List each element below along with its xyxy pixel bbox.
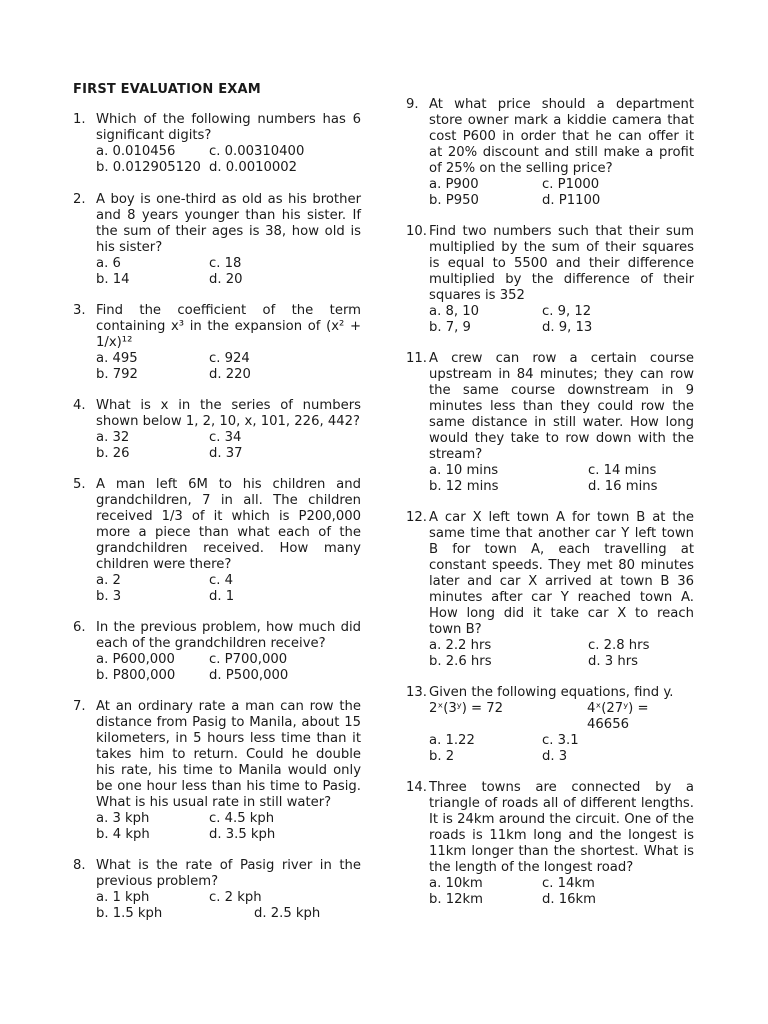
equation-1: 2ˣ(3ʸ) = 72 xyxy=(429,701,504,716)
option-d: d. 16km xyxy=(542,892,597,907)
options xyxy=(429,463,694,495)
option-a: a. 10km xyxy=(429,876,483,891)
option-b: b. 14 xyxy=(96,272,130,287)
question-text: Which of the following numbers has 6 significant digits? xyxy=(96,112,361,143)
option-c: c. 34 xyxy=(209,430,242,445)
question-number: 8. xyxy=(73,858,86,873)
option-a: a. 0.010456 xyxy=(96,144,176,159)
question-12 xyxy=(406,510,694,670)
question-7 xyxy=(73,699,361,843)
question-text: What is x in the series of numbers shown below 1, 2, 10, x, 101, 226, 442? xyxy=(96,398,361,429)
option-c: c. 9, 12 xyxy=(542,304,592,319)
question-8 xyxy=(73,858,361,922)
option-b: b. P800,000 xyxy=(96,668,176,683)
options xyxy=(96,144,361,176)
question-number: 2. xyxy=(73,192,86,207)
options xyxy=(429,304,694,336)
option-d: d. 16 mins xyxy=(588,479,658,494)
options xyxy=(96,652,361,684)
question-text: A car X left town A for town B at the same time that another car Y left town B for town A, each travelling at constant speeds. They met 80 minutes later and car X arrived at town B 36 minutes after car Y reached town A. How long did it take car X to reach town B? xyxy=(429,510,694,637)
question-10 xyxy=(406,224,694,336)
option-c: c. P700,000 xyxy=(209,652,288,667)
option-c: c. 18 xyxy=(209,256,242,271)
question-number: 10. xyxy=(406,224,427,239)
question-5 xyxy=(73,477,361,605)
question-2 xyxy=(73,192,361,288)
question-3 xyxy=(73,303,361,383)
question-number: 1. xyxy=(73,112,86,127)
right-column xyxy=(406,97,694,908)
question-number: 4. xyxy=(73,398,86,413)
option-b: b. 2 xyxy=(429,749,455,764)
option-a: a. P600,000 xyxy=(96,652,175,667)
option-b: b. 792 xyxy=(96,367,138,382)
equations xyxy=(429,701,694,733)
option-d: d. 37 xyxy=(209,446,243,461)
options xyxy=(429,876,694,908)
question-number: 7. xyxy=(73,699,86,714)
question-11 xyxy=(406,351,694,495)
option-b: b. 12 mins xyxy=(429,479,499,494)
option-b: b. 0.012905120 xyxy=(96,160,201,175)
options xyxy=(429,177,694,209)
options xyxy=(96,351,361,383)
options xyxy=(96,811,361,843)
option-c: c. 3.1 xyxy=(542,733,579,748)
option-a: a. P900 xyxy=(429,177,479,192)
question-number: 13. xyxy=(406,685,427,700)
option-d: d. 220 xyxy=(209,367,251,382)
option-a: a. 2.2 hrs xyxy=(429,638,492,653)
option-d: d. 1 xyxy=(209,589,235,604)
option-d: d. P500,000 xyxy=(209,668,289,683)
question-text: Find the coefficient of the term containing x³ in the expansion of (x² + 1/x)¹² xyxy=(96,303,361,350)
option-a: a. 10 mins xyxy=(429,463,499,478)
question-text: At an ordinary rate a man can row the distance from Pasig to Manila, about 15 kilometers, in 5 hours less time than it takes him to return. Could he double his rate, his time to Manila would only be one hour less than his time to Pasig. What is his usual rate in still water? xyxy=(96,699,361,810)
option-c: c. 2 kph xyxy=(209,890,262,905)
option-a: a. 1 kph xyxy=(96,890,150,905)
option-a: a. 32 xyxy=(96,430,130,445)
option-b: b. 7, 9 xyxy=(429,320,471,335)
question-text: A man left 6M to his children and grandchildren, 7 in all. The children received 1/3 of it which is P200,000 more a piece than what each of the grandchildren received. How many children were there? xyxy=(96,477,361,572)
option-d: d. 9, 13 xyxy=(542,320,593,335)
option-a: a. 8, 10 xyxy=(429,304,480,319)
options xyxy=(96,430,361,462)
option-c: c. 924 xyxy=(209,351,250,366)
question-text: In the previous problem, how much did each of the grandchildren receive? xyxy=(96,620,361,651)
option-b: b. 26 xyxy=(96,446,130,461)
options xyxy=(96,256,361,288)
question-text: Three towns are connected by a triangle of roads all of different lengths. It is 24km around the circuit. One of the roads is 11km long and the longest is 11km longer than the shortest. What is the length of the longest road? xyxy=(429,780,694,875)
option-c: c. P1000 xyxy=(542,177,600,192)
option-b: b. 3 xyxy=(96,589,122,604)
options xyxy=(429,733,694,765)
option-d: d. 2.5 kph xyxy=(254,906,321,921)
option-c: c. 4.5 kph xyxy=(209,811,275,826)
option-b: b. 12km xyxy=(429,892,484,907)
option-a: a. 2 xyxy=(96,573,121,588)
option-a: a. 1.22 xyxy=(429,733,475,748)
option-c: c. 4 xyxy=(209,573,234,588)
option-d: d. 3.5 kph xyxy=(209,827,276,842)
question-text: What is the rate of Pasig river in the previous problem? xyxy=(96,858,361,889)
option-d: d. 20 xyxy=(209,272,243,287)
question-13 xyxy=(406,685,694,765)
option-d: d. 3 hrs xyxy=(588,654,638,669)
option-b: b. 4 kph xyxy=(96,827,150,842)
question-number: 12. xyxy=(406,510,427,525)
option-a: a. 3 kph xyxy=(96,811,150,826)
equation-2: 4ˣ(27ʸ) = 46656 xyxy=(587,701,649,732)
option-d: d. 0.0010002 xyxy=(209,160,298,175)
question-9 xyxy=(406,97,694,209)
question-4 xyxy=(73,398,361,462)
option-c: c. 2.8 hrs xyxy=(588,638,650,653)
question-14 xyxy=(406,780,694,908)
option-d: d. 3 xyxy=(542,749,568,764)
option-b: b. 2.6 hrs xyxy=(429,654,492,669)
page-title: FIRST EVALUATION EXAM xyxy=(73,82,261,97)
option-c: c. 14km xyxy=(542,876,595,891)
question-number: 3. xyxy=(73,303,86,318)
options xyxy=(96,890,361,922)
option-b: b. 1.5 kph xyxy=(96,906,163,921)
question-number: 5. xyxy=(73,477,86,492)
question-1 xyxy=(73,112,361,176)
question-text: A crew can row a certain course upstream in 84 minutes; they can row the same course downstream in 9 minutes less than they could row the same distance in still water. How long would they take to row down with the stream? xyxy=(429,351,694,462)
question-number: 14. xyxy=(406,780,427,795)
question-number: 11. xyxy=(406,351,427,366)
question-text: Given the following equations, find y. xyxy=(429,685,674,700)
question-number: 9. xyxy=(406,97,419,112)
question-text: A boy is one-third as old as his brother and 8 years younger than his sister. If the sum of their ages is 38, how old is his sister? xyxy=(96,192,361,255)
option-a: a. 6 xyxy=(96,256,121,271)
option-c: c. 0.00310400 xyxy=(209,144,305,159)
left-column xyxy=(73,112,361,922)
options xyxy=(96,573,361,605)
question-6 xyxy=(73,620,361,684)
option-b: b. P950 xyxy=(429,193,479,208)
option-d: d. P1100 xyxy=(542,193,601,208)
question-number: 6. xyxy=(73,620,86,635)
question-text: Find two numbers such that their sum multiplied by the sum of their squares is equal to 5500 and their difference multiplied by the difference of their squares is 352 xyxy=(429,224,694,303)
option-c: c. 14 mins xyxy=(588,463,657,478)
options xyxy=(429,638,694,670)
option-a: a. 495 xyxy=(96,351,138,366)
question-text: At what price should a department store owner mark a kiddie camera that cost P600 in order that he can offer it at 20% discount and still make a profit of 25% on the selling price? xyxy=(429,97,694,176)
